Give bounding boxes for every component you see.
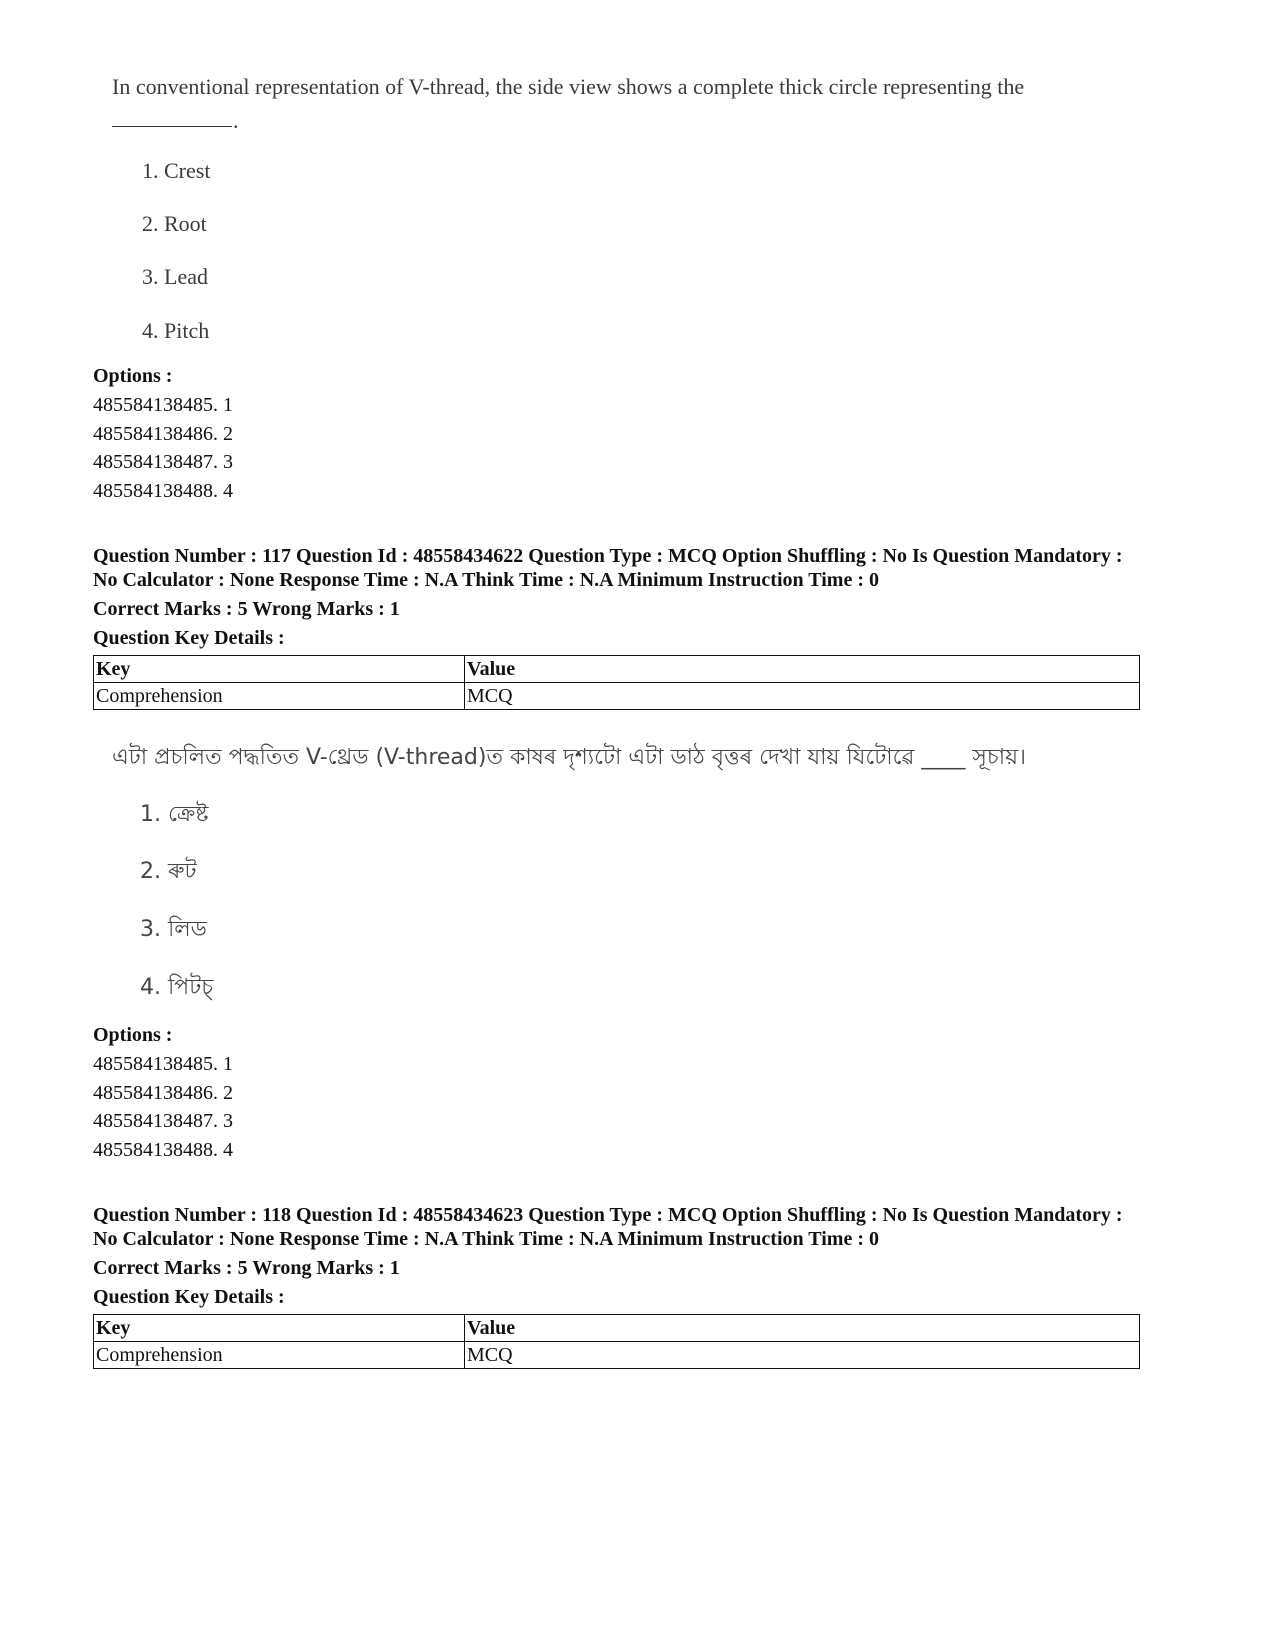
choice-3: 3. Lead: [142, 264, 208, 289]
choice-4-assamese: 4. পিটচ্: [140, 975, 214, 1000]
option-1: 485584138485. 1: [93, 1053, 233, 1075]
choice-1: 1. Crest: [142, 158, 211, 183]
table-row: [94, 683, 1140, 710]
table-cell-key: Comprehension: [94, 683, 465, 710]
question-stem-end: .: [233, 108, 239, 133]
option-2: 485584138486. 2: [93, 423, 233, 445]
marks-line: Correct Marks : 5 Wrong Marks : 1: [93, 598, 400, 620]
key-details-table: [93, 1314, 1140, 1369]
choice-3-assamese: 3. লিড: [140, 917, 207, 942]
marks-line: Correct Marks : 5 Wrong Marks : 1: [93, 1257, 400, 1279]
option-3: 485584138487. 3: [93, 451, 233, 473]
option-4: 485584138488. 4: [93, 1139, 233, 1161]
option-4: 485584138488. 4: [93, 480, 233, 502]
choice-1-assamese: 1. ক্ৰেষ্ট: [140, 802, 209, 827]
question-stem-assamese: এটা প্ৰচলিত পদ্ধতিত V-থ্ৰেড (V-thread)ত কাষৰ দৃশ্যটো এটা ডাঠ বৃত্তৰ দেখা যায় যিটোৱে ____ সূচায়।: [112, 745, 1026, 770]
options-label: Options :: [93, 1024, 173, 1046]
option-1: 485584138485. 1: [93, 394, 233, 416]
choice-2-assamese: 2. ৰুট: [140, 859, 197, 884]
question-meta-line2: No Calculator : None Response Time : N.A Think Time : N.A Minimum Instruction Time : 0: [93, 569, 879, 591]
table-header-key: Key: [94, 1315, 465, 1342]
question-stem: In conventional representation of V-thread, the side view shows a complete thick circle representing the: [112, 74, 1025, 99]
table-header-value: Value: [465, 656, 1140, 683]
question-meta-line2: No Calculator : None Response Time : N.A Think Time : N.A Minimum Instruction Time : 0: [93, 1228, 879, 1250]
table-row: [94, 1342, 1140, 1369]
key-details-label: Question Key Details :: [93, 1286, 285, 1308]
question-meta-line1: Question Number : 117 Question Id : 48558434622 Question Type : MCQ Option Shuffling : No Is Question Mandatory :: [93, 545, 1123, 567]
options-label: Options :: [93, 365, 173, 387]
choice-2: 2. Root: [142, 211, 207, 236]
key-details-label: Question Key Details :: [93, 627, 285, 649]
choice-4: 4. Pitch: [142, 318, 210, 343]
option-2: 485584138486. 2: [93, 1082, 233, 1104]
answer-blank: [112, 126, 232, 127]
option-3: 485584138487. 3: [93, 1110, 233, 1132]
key-details-table: [93, 655, 1140, 710]
table-cell-value: MCQ: [465, 1342, 1140, 1369]
table-header-key: Key: [94, 656, 465, 683]
table-header-value: Value: [465, 1315, 1140, 1342]
table-cell-value: MCQ: [465, 683, 1140, 710]
table-header-row: [94, 1315, 1140, 1342]
table-header-row: [94, 656, 1140, 683]
table-cell-key: Comprehension: [94, 1342, 465, 1369]
question-meta-line1: Question Number : 118 Question Id : 48558434623 Question Type : MCQ Option Shuffling : No Is Question Mandatory :: [93, 1204, 1123, 1226]
